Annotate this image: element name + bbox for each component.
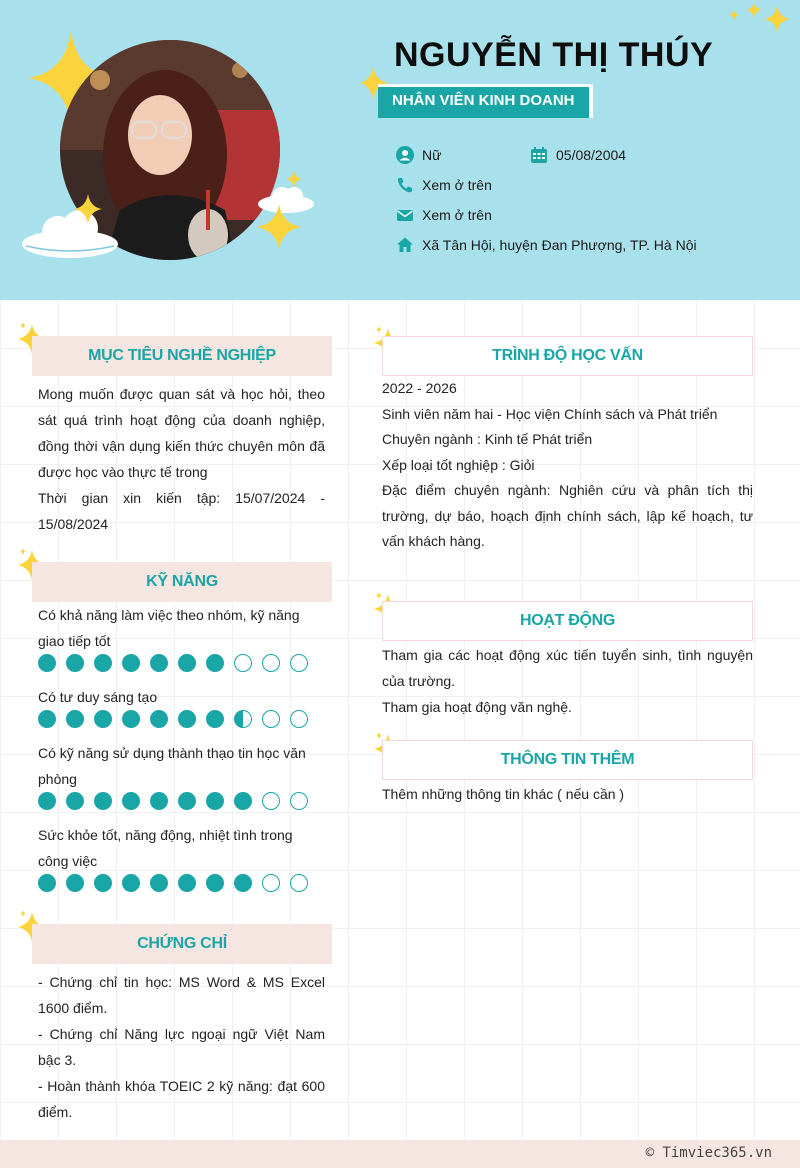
activities-title: HOẠT ĐỘNG [382,601,753,641]
skill-rating [38,792,308,810]
skill-rating [38,874,308,892]
rating-dot-filled [178,710,196,728]
skill-rating [38,654,308,672]
footer-bar [0,1140,800,1168]
rating-dot-filled [66,654,84,672]
certificate-item: - Hoàn thành khóa TOEIC 2 kỹ năng: đạt 600 điểm. [38,1078,325,1120]
rating-dot-filled [94,710,112,728]
address-value: Xã Tân Hội, huyện Đan Phượng, TP. Hà Nội [422,237,697,253]
gender-row [396,146,441,164]
rating-dot-filled [38,654,56,672]
rating-dot-filled [234,874,252,892]
certificate-item: - Chứng chỉ Năng lực ngoại ngữ Việt Nam bậc 3. [38,1026,325,1068]
email-value: Xem ở trên [422,207,492,223]
rating-dot-filled [150,710,168,728]
rating-dot-filled [206,792,224,810]
skill-label: Có tư duy sáng tạo [38,689,158,705]
gender-value: Nữ [422,147,442,163]
rating-dot-empty [262,874,280,892]
objective-line: Mong muốn được quan sát và học hỏi, theo sát quá trình hoạt động của doanh nghiệp, đồng thời vận dụng kiến thức chuyên môn đã được học vào thực tế trong [38,386,325,480]
rating-dot-filled [206,710,224,728]
education-period: 2022 - 2026 [382,380,457,396]
rating-dot-empty [262,654,280,672]
rating-dot-filled [206,874,224,892]
person-icon [396,146,414,164]
birthday-value: 05/08/2004 [556,147,627,163]
objective-title: MỤC TIÊU NGHỀ NGHIỆP [32,336,332,376]
sparkle-cluster-icon [722,2,792,36]
skill-label: Có kỹ năng sử dụng thành thạo tin học văn phòng [38,745,306,787]
rating-dot-empty [290,792,308,810]
phone-row [396,176,492,194]
rating-dot-filled [234,792,252,810]
rating-dot-filled [150,654,168,672]
education-description: Đặc điểm chuyên ngành: Nghiên cứu và phân tích thị trường, dự báo, hoạch định chính sách, lập kế hoạch, tư vấn khách hàng. [382,482,753,549]
birthday-row [530,146,626,164]
envelope-icon [396,206,414,224]
home-icon [396,236,414,254]
education-text [382,376,753,555]
star-icon [286,170,302,188]
email-row [396,206,492,224]
rating-dot-filled [150,792,168,810]
address-row [396,236,697,254]
rating-dot-filled [122,710,140,728]
footer-brand: © Timviec365.vn [645,1145,772,1161]
rating-dot-filled [178,874,196,892]
rating-dot-filled [178,792,196,810]
rating-dot-filled [206,654,224,672]
rating-dot-empty [290,710,308,728]
objective-text [38,381,325,537]
rating-dot-empty [262,710,280,728]
rating-dot-empty [290,874,308,892]
rating-dot-filled [94,792,112,810]
rating-dot-filled [66,792,84,810]
education-grade: Xếp loại tốt nghiệp : Giỏi [382,456,535,473]
extra-info-text: Thêm những thông tin khác ( nếu cần ) [382,786,625,802]
candidate-name: NGUYỄN THỊ THÚY [394,36,714,74]
rating-dot-filled [94,654,112,672]
phone-value: Xem ở trên [422,177,492,193]
header-scallop-edge [0,268,800,300]
rating-dot-filled [178,654,196,672]
star-icon [256,204,302,250]
activity-item: Tham gia hoạt động văn nghệ. [382,699,572,715]
rating-dot-filled [94,874,112,892]
star-icon [74,194,102,224]
certificates-text [38,969,325,1125]
education-school: Sinh viên năm hai - Học viện Chính sách và Phát triển [382,405,718,422]
job-title-badge: NHÂN VIÊN KINH DOANH [378,84,593,118]
education-major: Chuyên ngành : Kinh tế Phát triển [382,431,593,447]
objective-line: Thời gian xin kiến tập: 15/07/2024 - 15/08/2024 [38,490,325,532]
rating-dot-filled [38,874,56,892]
skills-title: KỸ NĂNG [32,562,332,602]
rating-dot-empty [262,792,280,810]
skill-label: Có khả năng làm việc theo nhóm, kỹ năng giao tiếp tốt [38,607,300,649]
cloud-icon [18,206,122,262]
certificate-item: - Chứng chỉ tin học: MS Word & MS Excel 1600 điểm. [38,974,325,1016]
rating-dot-filled [38,792,56,810]
rating-dot-filled [122,874,140,892]
skill-rating [38,710,308,728]
activities-text [382,642,753,720]
phone-icon [396,176,414,194]
education-title: TRÌNH ĐỘ HỌC VẤN [382,336,753,376]
rating-dot-empty [234,654,252,672]
rating-dot-filled [38,710,56,728]
rating-dot-filled [150,874,168,892]
rating-dot-half [234,710,252,728]
rating-dot-filled [66,710,84,728]
rating-dot-filled [122,792,140,810]
rating-dot-empty [290,654,308,672]
rating-dot-filled [66,874,84,892]
skill-label: Sức khỏe tốt, năng động, nhiệt tình trong công việc [38,827,293,869]
rating-dot-filled [122,654,140,672]
activity-item: Tham gia các hoạt động xúc tiến tuyển sinh, tình nguyện của trường. [382,647,753,689]
certificates-title: CHỨNG CHỈ [32,924,332,964]
calendar-icon [530,146,548,164]
extra-info-title: THÔNG TIN THÊM [382,740,753,780]
